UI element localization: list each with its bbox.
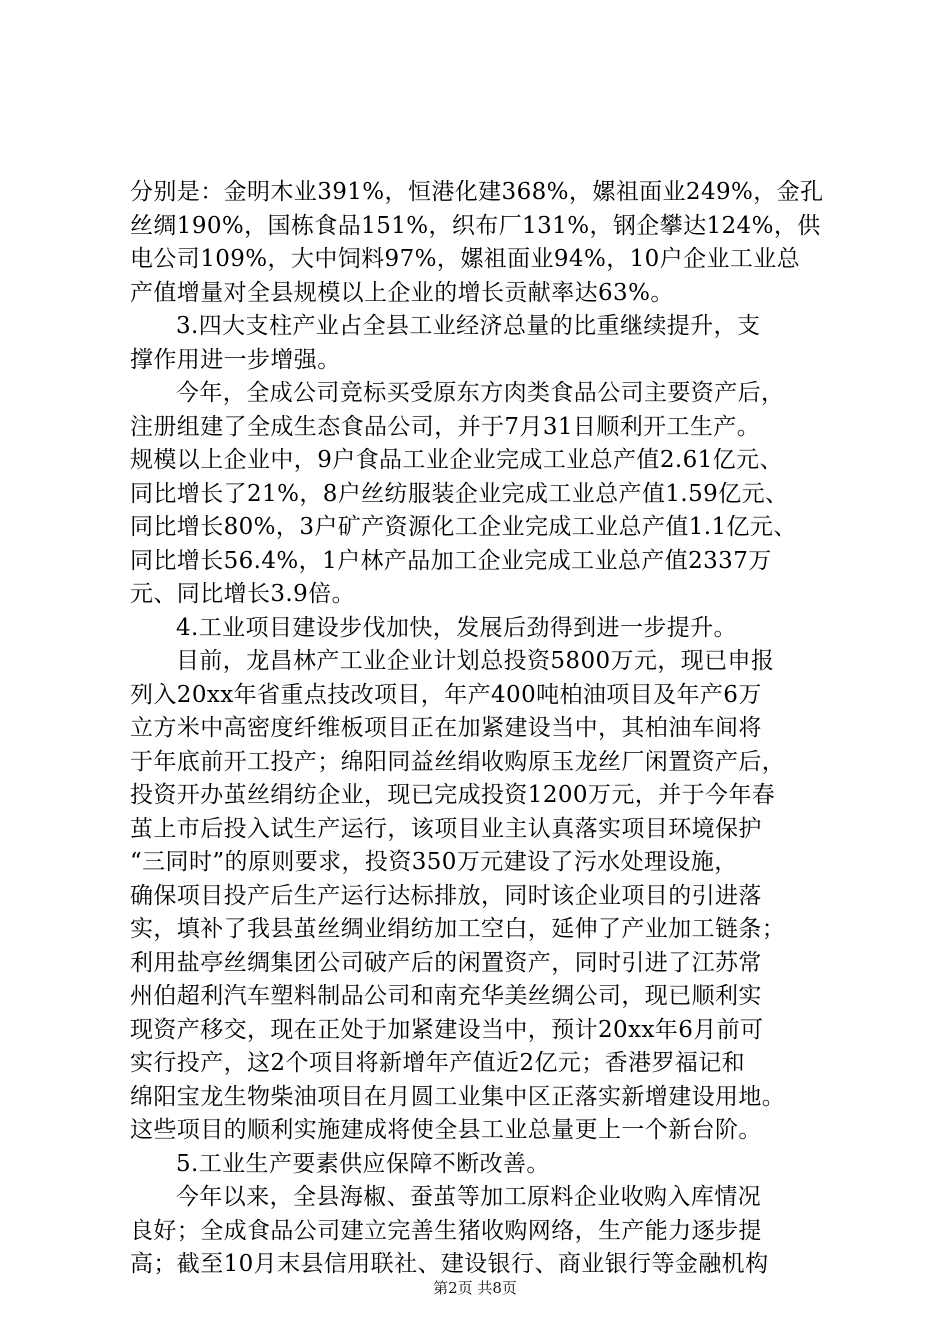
text-line: 撑作用进一步增强。 xyxy=(130,346,341,373)
text-line: 丝绸190%，国栋食品151%，织布厂131%，钢企攀达124%，供 xyxy=(130,212,821,239)
text-line: 电公司109%，大中饲料97%，嫘祖面业94%，10户企业工业总 xyxy=(130,246,801,272)
text-line: 利用盐亭丝绸集团公司破产后的闲置资产，同时引进了江苏常 xyxy=(130,949,762,976)
text-line: 元、同比增长3.9倍。 xyxy=(130,581,355,607)
page-footer: 第2页 共8页 xyxy=(433,1279,517,1297)
text-line: 注册组建了全成生态食品公司，并于7月31日顺利开工生产。 xyxy=(130,413,761,440)
text-line: 同比增长了21%，8户丝纺服装企业完成工业总产值1.59亿元、 xyxy=(130,480,789,507)
text-line: 目前，龙昌林产工业企业计划总投资5800万元，现已申报 xyxy=(176,648,775,674)
text-line: 同比增长56.4%，1户林产品加工企业完成工业总产值2337万 xyxy=(130,547,772,574)
text-line: 5.工业生产要素供应保障不断改善。 xyxy=(176,1150,550,1177)
text-line: 实行投产，这2个项目将新增年产值近2亿元；香港罗福记和 xyxy=(130,1050,746,1076)
text-line: 同比增长80%，3户矿产资源化工企业完成工业总产值1.1亿元、 xyxy=(130,514,797,540)
text-line: 产值增量对全县规模以上企业的增长贡献率达63%。 xyxy=(130,279,674,306)
text-line: 3.四大支柱产业占全县工业经济总量的比重继续提升，支 xyxy=(176,313,761,339)
text-line: 高；截至10月末县信用联社、建设银行、商业银行等金融机构 xyxy=(130,1251,769,1277)
text-line: 分别是：金明木业391%，恒港化建368%，嫘祖面业249%，金孔 xyxy=(130,179,824,205)
text-line: 规模以上企业中，9户食品工业企业完成工业总产值2.61亿元、 xyxy=(130,447,783,473)
text-line: 州伯超利汽车塑料制品公司和南充华美丝绸公司，现已顺利实 xyxy=(130,983,762,1009)
text-line: 于年底前开工投产；绵阳同益丝绢收购原玉龙丝厂闲置资产后， xyxy=(130,748,786,775)
text-line: 绵阳宝龙生物柴油项目在月圆工业集中区正落实新增建设用地。 xyxy=(130,1083,786,1110)
document-body xyxy=(130,176,835,1282)
text-line: 现资产移交，现在正处于加紧建设当中，预计20xx年6月前可 xyxy=(130,1016,764,1043)
text-line: 4.工业项目建设步伐加快，发展后劲得到进一步提升。 xyxy=(176,614,737,641)
text-line: 列入20xx年省重点技改项目，年产400吨柏油项目及年产6万 xyxy=(130,681,762,708)
text-line: 立方米中高密度纤维板项目正在加紧建设当中，其柏油车间将 xyxy=(130,715,762,741)
text-line: 良好；全成食品公司建立完善生猪收购网络，生产能力逐步提 xyxy=(130,1217,762,1244)
text-line: 茧上市后投入试生产运行，该项目业主认真落实项目环境保护 xyxy=(130,815,762,842)
text-line: 投资开办茧丝绢纺企业，现已完成投资1200万元，并于今年春 xyxy=(130,782,776,808)
text-line: 实，填补了我县茧丝绸业绢纺加工空白，延伸了产业加工链条； xyxy=(130,916,786,942)
text-line: 确保项目投产后生产运行达标排放，同时该企业项目的引进落 xyxy=(130,882,762,909)
text-line: “三同时”的原则要求，投资350万元建设了污水处理设施， xyxy=(130,849,738,875)
text-line: 这些项目的顺利实施建成将使全县工业总量更上一个新台阶。 xyxy=(130,1117,762,1143)
text-line: 今年以来，全县海椒、蚕茧等加工原料企业收购入库情况 xyxy=(176,1184,761,1210)
text-line: 今年，全成公司竞标买受原东方肉类食品公司主要资产后， xyxy=(176,380,785,406)
